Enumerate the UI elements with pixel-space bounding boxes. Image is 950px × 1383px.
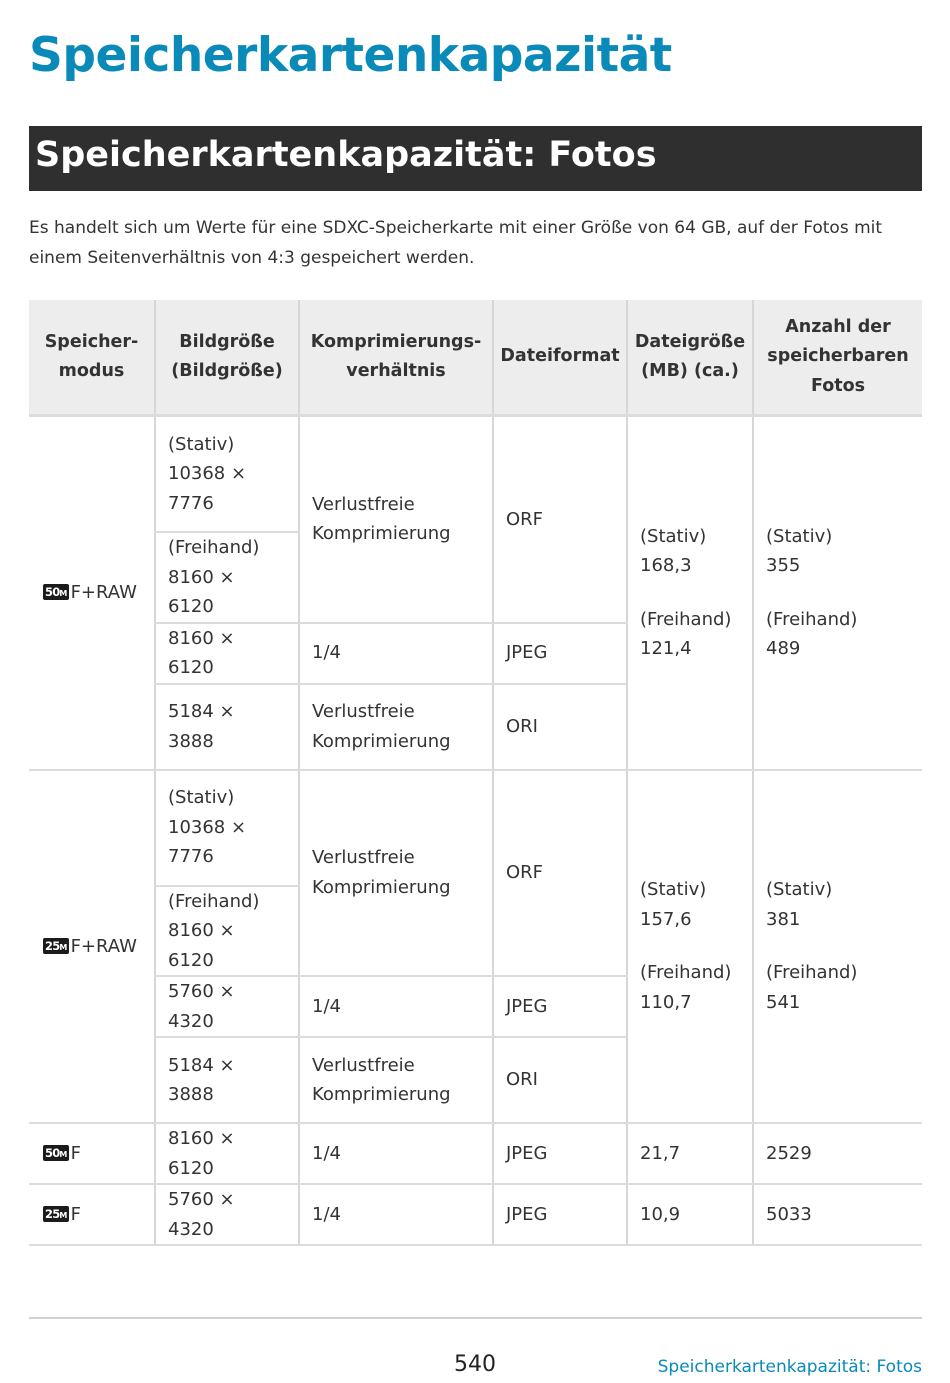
size-cell: 5760 × 4320 bbox=[155, 976, 299, 1037]
size-cell: 8160 × 6120 bbox=[155, 623, 299, 684]
size-cell: (Freihand) 8160 × 6120 bbox=[155, 886, 299, 977]
resolution-25m-icon: 25M bbox=[45, 1206, 67, 1221]
compression-cell: Verlustfreie Komprimierung bbox=[299, 1037, 493, 1123]
header-file-size: Dateigröße (MB) (ca.) bbox=[627, 300, 753, 416]
resolution-25m-icon: 25M bbox=[45, 938, 67, 953]
mode-cell: 50M F bbox=[29, 1123, 155, 1184]
count-cell: 5033 bbox=[753, 1184, 922, 1245]
mode-cell: 25M F bbox=[29, 1184, 155, 1245]
header-file-format: Dateiformat bbox=[493, 300, 627, 416]
compression-cell: Verlustfreie Komprimierung bbox=[299, 416, 493, 623]
footer-divider bbox=[29, 1317, 922, 1319]
compression-cell: 1/4 bbox=[299, 1184, 493, 1245]
table-row bbox=[29, 416, 922, 533]
compression-cell: 1/4 bbox=[299, 1123, 493, 1184]
file-size-cell: 21,7 bbox=[627, 1123, 753, 1184]
size-cell: 5184 × 3888 bbox=[155, 684, 299, 770]
count-cell: (Stativ) 381 (Freihand) 541 bbox=[753, 770, 922, 1124]
resolution-50m-icon: 50M bbox=[45, 1145, 67, 1160]
mode-cell: 25M F+RAW bbox=[29, 770, 155, 1124]
file-size-cell: 10,9 bbox=[627, 1184, 753, 1245]
size-cell: (Stativ) 10368 × 7776 bbox=[155, 416, 299, 533]
format-cell: ORI bbox=[493, 684, 627, 770]
table-row bbox=[29, 1123, 922, 1184]
format-cell: JPEG bbox=[493, 1123, 627, 1184]
header-mode: Speicher- modus bbox=[29, 300, 155, 416]
size-cell: 8160 × 6120 bbox=[155, 1123, 299, 1184]
format-cell: ORI bbox=[493, 1037, 627, 1123]
compression-cell: 1/4 bbox=[299, 623, 493, 684]
header-count: Anzahl der speicherbaren Fotos bbox=[753, 300, 922, 416]
format-cell: JPEG bbox=[493, 623, 627, 684]
page-number: 540 bbox=[454, 1352, 496, 1377]
compression-cell: Verlustfreie Komprimierung bbox=[299, 684, 493, 770]
size-cell: 5760 × 4320 bbox=[155, 1184, 299, 1245]
size-cell: (Stativ) 10368 × 7776 bbox=[155, 770, 299, 886]
format-cell: JPEG bbox=[493, 1184, 627, 1245]
count-cell: (Stativ) 355 (Freihand) 489 bbox=[753, 416, 922, 770]
compression-cell: Verlustfreie Komprimierung bbox=[299, 770, 493, 977]
capacity-table bbox=[29, 300, 922, 1246]
header-compression: Komprimierungs- verhältnis bbox=[299, 300, 493, 416]
section-heading: Speicherkartenkapazität: Fotos bbox=[29, 126, 922, 191]
format-cell: JPEG bbox=[493, 976, 627, 1037]
size-cell: 5184 × 3888 bbox=[155, 1037, 299, 1123]
intro-text: Es handelt sich um Werte für eine SDXC-Speicherkarte mit einer Größe von 64 GB, auf der Fotos mit einem Seitenverhältnis von 4:3 gespeichert werden. bbox=[29, 218, 883, 268]
table-row bbox=[29, 1184, 922, 1245]
table-header-row bbox=[29, 300, 922, 416]
file-size-cell: (Stativ) 157,6 (Freihand) 110,7 bbox=[627, 770, 753, 1124]
format-cell: ORF bbox=[493, 770, 627, 977]
footer-section-link[interactable]: Speicherkartenkapazität: Fotos bbox=[657, 1357, 922, 1377]
file-size-cell: (Stativ) 168,3 (Freihand) 121,4 bbox=[627, 416, 753, 770]
table-row bbox=[29, 770, 922, 886]
count-cell: 2529 bbox=[753, 1123, 922, 1184]
format-cell: ORF bbox=[493, 416, 627, 623]
resolution-50m-icon: 50M bbox=[45, 585, 67, 599]
header-image-size: Bildgröße (Bildgröße) bbox=[155, 300, 299, 416]
size-cell: (Freihand) 8160 × 6120 bbox=[155, 532, 299, 623]
compression-cell: 1/4 bbox=[299, 976, 493, 1037]
mode-cell: 50M F+RAW bbox=[29, 416, 155, 770]
page-title: Speicherkartenkapazität bbox=[29, 28, 672, 83]
